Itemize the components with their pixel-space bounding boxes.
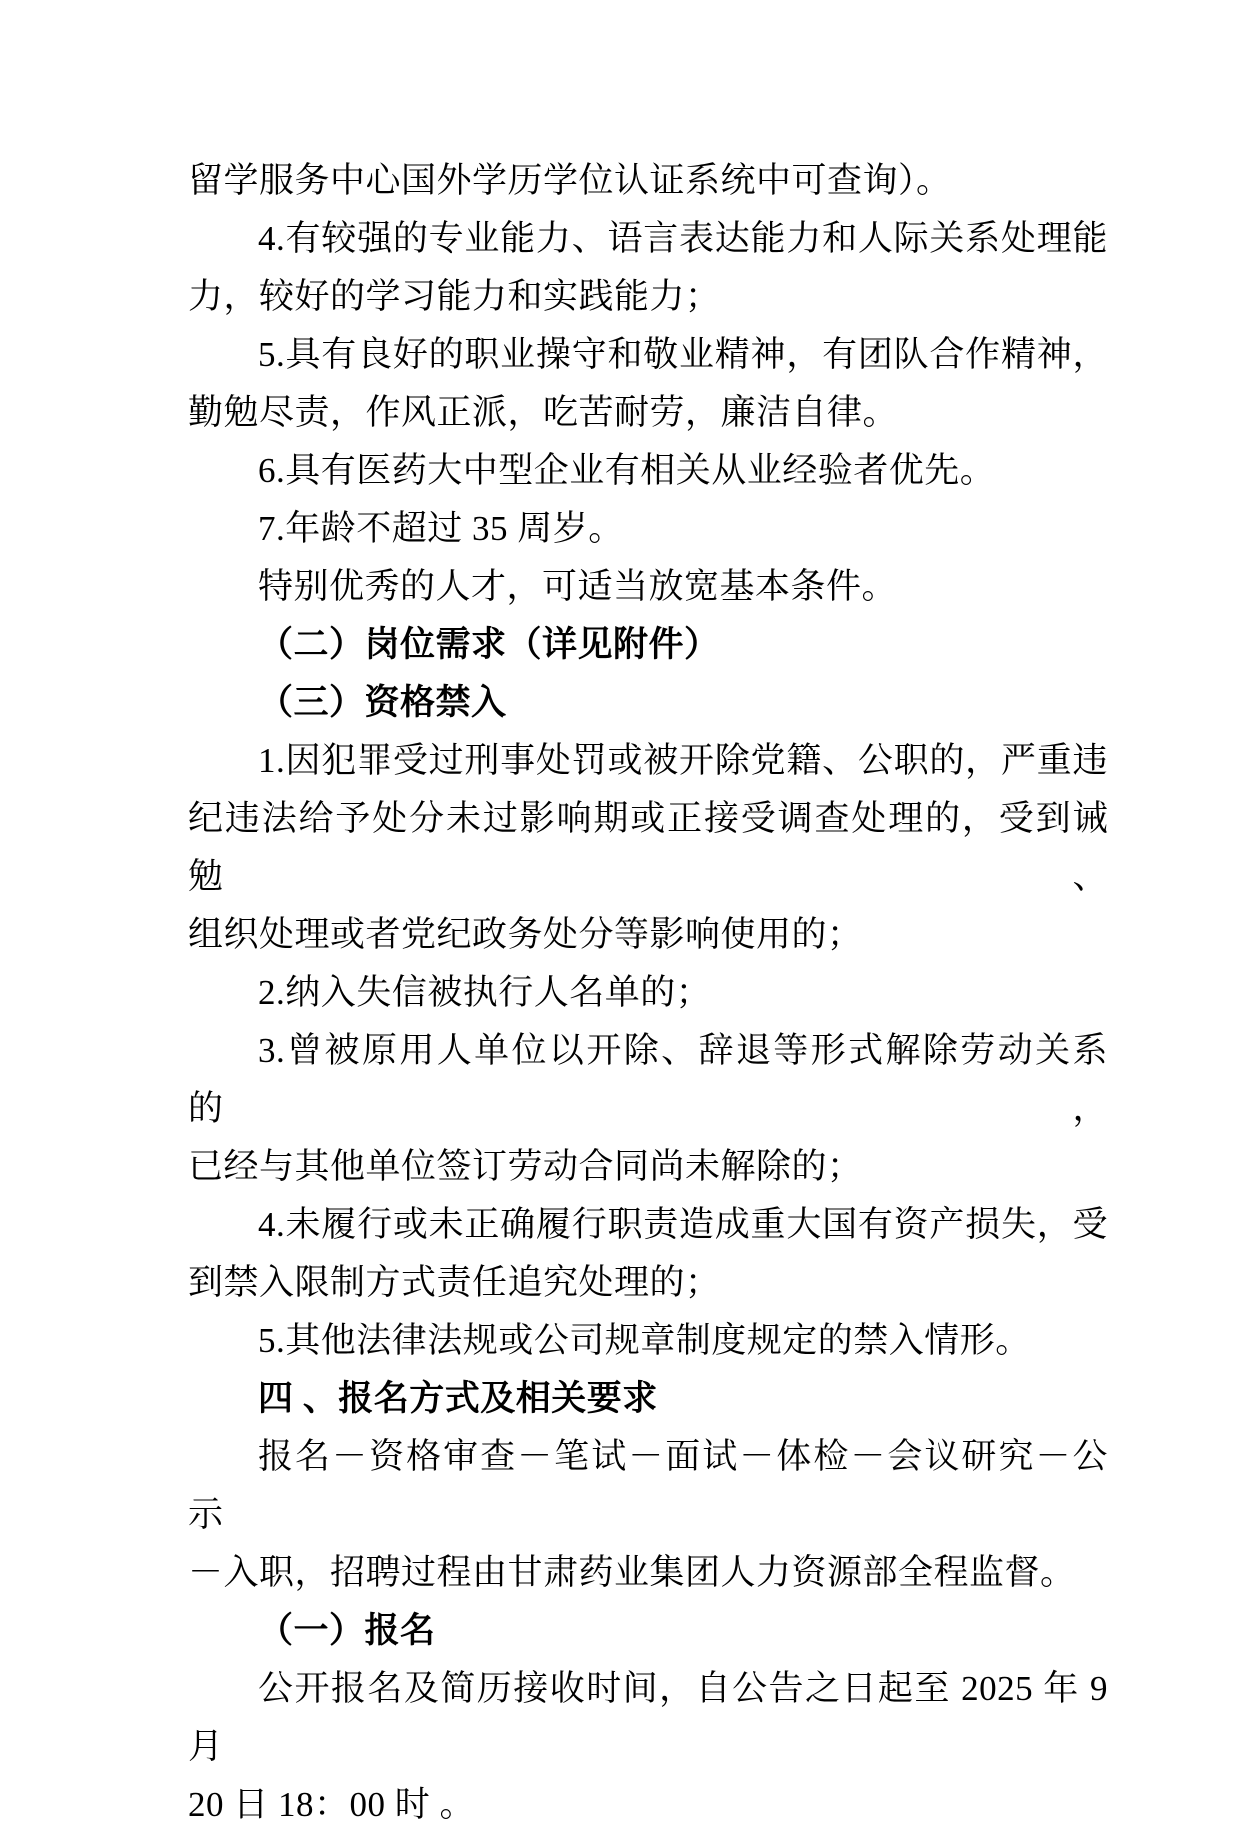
section-heading [188,674,1108,732]
text-line: 公开报名及简历接收时间，自公告之日起至 2025 年 9 月 [188,1669,1108,1766]
text-line: 3.曾被原用人单位以开除、辞退等形式解除劳动关系的， [188,1031,1108,1128]
text-line: 1.因犯罪受过刑事处罚或被开除党籍、公职的，严重违 [258,741,1108,780]
text-line: 留学服务中心国外学历学位认证系统中可查询）。 [188,161,952,200]
text-line: 已经与其他单位签订劳动合同尚未解除的； [188,1147,863,1186]
text-line: 力，较好的学习能力和实践能力； [188,277,721,316]
text-line: 20 日 18：00 时 。 [188,1785,476,1824]
text-line: －入职，招聘过程由甘肃药业集团人力资源部全程监督。 [188,1553,1076,1592]
paragraph [188,210,1108,326]
text-line: （三）资格禁入 [258,683,507,722]
paragraph [188,500,1108,558]
paragraph [188,558,1108,616]
text-line: 纪违法给予处分未过影响期或正接受调查处理的，受到诫勉、 [188,799,1108,896]
text-line: 2.纳入失信被执行人名单的； [258,973,712,1012]
paragraph [188,326,1108,442]
paragraph [188,152,1108,210]
text-line: 4.未履行或未正确履行职责造成重大国有资产损失，受 [258,1205,1108,1244]
paragraph [188,442,1108,500]
text-line: 到禁入限制方式责任追究处理的； [188,1263,721,1302]
paragraph [188,964,1108,1022]
document-body [188,152,1108,1834]
section-heading [188,1602,1108,1660]
text-line: 特别优秀的人才，可适当放宽基本条件。 [258,567,898,606]
text-line: 报名－资格审查－笔试－面试－体检－会议研究－公示 [188,1437,1108,1534]
text-line: 组织处理或者党纪政务处分等影响使用的； [188,915,863,954]
text-line: 6.具有医药大中型企业有相关从业经验者优先。 [258,451,996,490]
paragraph [188,1660,1108,1834]
paragraph [188,1196,1108,1312]
paragraph [188,732,1108,964]
section-heading [188,1370,1108,1428]
text-line: 4.有较强的专业能力、语言表达能力和人际关系处理能 [258,219,1108,258]
text-line: （一）报名 [258,1611,436,1650]
text-line: 四 、报名方式及相关要求 [258,1379,658,1418]
text-line: 5.具有良好的职业操守和敬业精神，有团队合作精神， [258,335,1108,374]
paragraph [188,1312,1108,1370]
paragraph [188,1428,1108,1602]
text-line: 7.年龄不超过 35 周岁。 [258,509,624,548]
text-line: 5.其他法律法规或公司规章制度规定的禁入情形。 [258,1321,1031,1360]
section-heading [188,616,1108,674]
paragraph [188,1022,1108,1196]
text-line: （二）岗位需求（详见附件） [258,625,720,664]
text-line: 勤勉尽责，作风正派，吃苦耐劳，廉洁自律。 [188,393,899,432]
